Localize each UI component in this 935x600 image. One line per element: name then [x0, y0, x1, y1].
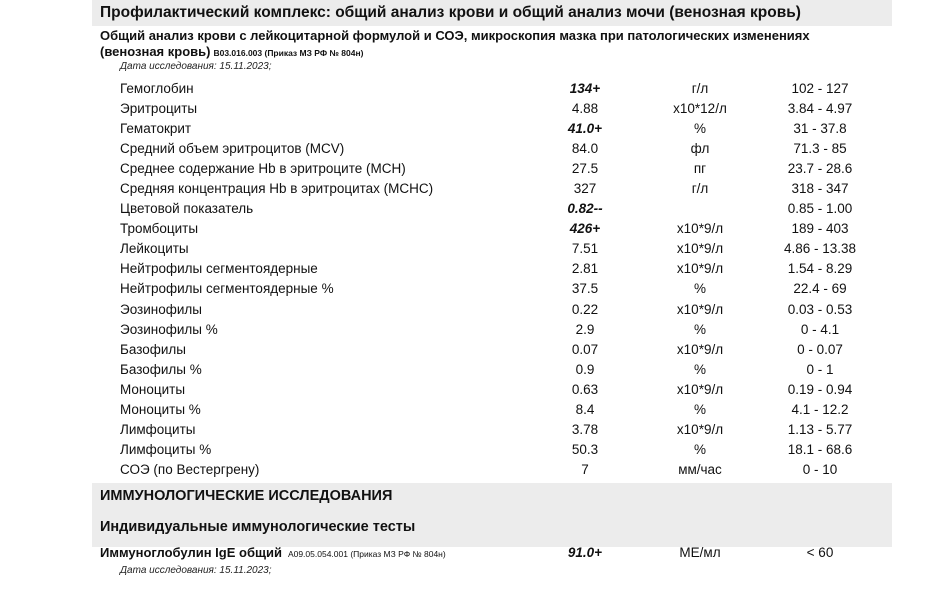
- table-row: [0, 401, 935, 421]
- result-name: Лейкоциты: [120, 241, 189, 257]
- result-value: 4.88: [571, 101, 599, 117]
- table-row: [0, 441, 935, 461]
- result-reference: 4.86 - 13.38: [783, 241, 857, 257]
- result-name: Тромбоциты: [120, 221, 199, 237]
- table-row: [0, 120, 935, 140]
- result-name: Средний объем эритроцитов (MCV): [120, 141, 345, 157]
- result-value: 0.22: [571, 301, 599, 317]
- result-name: Средняя концентрация Hb в эритроцитах (MCHC): [120, 181, 434, 197]
- result-reference: 4.1 - 12.2: [791, 401, 849, 417]
- result-reference: 189 - 403: [791, 221, 849, 237]
- result-unit: %: [693, 121, 706, 137]
- ige-unit: МЕ/мл: [679, 545, 721, 560]
- result-name: Лимфоциты: [120, 421, 196, 437]
- result-unit: фл: [690, 141, 710, 157]
- table-row: [0, 220, 935, 240]
- result-reference: 0 - 4.1: [800, 321, 840, 337]
- table-row: [0, 140, 935, 160]
- result-value: 41.0+: [567, 121, 603, 137]
- ige-name-cell: [100, 545, 446, 560]
- result-value: 7.51: [571, 241, 599, 257]
- result-unit: мм/час: [678, 461, 722, 477]
- table-row: [0, 160, 935, 180]
- blood-test-date: Дата исследования: 15.11.2023;: [120, 61, 272, 72]
- immuno-section-title: ИММУНОЛОГИЧЕСКИЕ ИССЛЕДОВАНИЯ: [100, 488, 393, 504]
- result-unit: x10*12/л: [673, 101, 727, 117]
- result-unit: пг: [693, 161, 707, 177]
- result-value: 7: [581, 461, 589, 477]
- result-name: Базофилы %: [120, 361, 202, 377]
- result-unit: %: [693, 401, 706, 417]
- result-name: Базофилы: [120, 341, 186, 357]
- immuno-date: Дата исследования: 15.11.2023;: [120, 565, 272, 576]
- result-unit: %: [693, 321, 706, 337]
- result-name: Нейтрофилы сегментоядерные %: [120, 281, 334, 297]
- blood-test-name-line2: [100, 44, 363, 59]
- result-reference: 31 - 37.8: [793, 121, 847, 137]
- result-unit: %: [693, 361, 706, 377]
- table-row: [0, 461, 935, 481]
- table-row: [0, 301, 935, 321]
- blood-test-name: Общий анализ крови с лейкоцитарной формулой и СОЭ, микроскопия мазка при патологических изменениях: [100, 28, 810, 43]
- table-row: [0, 381, 935, 401]
- result-reference: 0 - 10: [802, 461, 838, 477]
- result-unit: %: [693, 281, 706, 297]
- result-reference: 22.4 - 69: [793, 281, 847, 297]
- result-value: 0.9: [575, 361, 595, 377]
- result-reference: 0.85 - 1.00: [787, 201, 853, 217]
- result-unit: x10*9/л: [676, 421, 724, 437]
- immuno-subsection-title: Индивидуальные иммунологические тесты: [100, 519, 416, 535]
- result-value: 134+: [569, 81, 601, 96]
- blood-test-name-cont: (венозная кровь): [100, 44, 211, 59]
- result-value: 2.9: [575, 321, 595, 337]
- result-unit: x10*9/л: [676, 381, 724, 397]
- result-value: 0.63: [571, 381, 599, 397]
- result-reference: 23.7 - 28.6: [787, 161, 853, 177]
- result-value: 8.4: [575, 401, 595, 417]
- result-name: Среднее содержание Hb в эритроците (MCH): [120, 161, 406, 177]
- page-title: Профилактический комплекс: общий анализ крови и общий анализ мочи (венозная кровь): [100, 4, 801, 21]
- result-unit: %: [693, 441, 706, 457]
- result-value: 27.5: [571, 161, 599, 177]
- ige-row: [0, 545, 935, 565]
- table-row: [0, 260, 935, 280]
- result-name: Моноциты %: [120, 401, 201, 417]
- result-unit: г/л: [691, 81, 709, 96]
- table-row: [0, 421, 935, 441]
- result-name: Эозинофилы: [120, 301, 202, 317]
- result-unit: x10*9/л: [676, 261, 724, 277]
- ige-name: Иммуноглобулин IgE общий: [100, 545, 282, 560]
- result-unit: x10*9/л: [676, 241, 724, 257]
- result-reference: 71.3 - 85: [793, 141, 847, 157]
- table-row: [0, 100, 935, 120]
- result-value: 327: [573, 181, 597, 197]
- blood-test-code: B03.016.003 (Приказ МЗ РФ № 804н): [213, 48, 364, 58]
- result-reference: 0.19 - 0.94: [787, 381, 853, 397]
- table-row: [0, 180, 935, 200]
- result-reference: 18.1 - 68.6: [787, 441, 853, 457]
- result-name: Моноциты: [120, 381, 186, 397]
- result-value: 3.78: [571, 421, 599, 437]
- table-row: [0, 321, 935, 341]
- result-value: 426+: [569, 221, 601, 237]
- table-row: [0, 361, 935, 381]
- result-value: 0.07: [571, 341, 599, 357]
- result-unit: x10*9/л: [676, 301, 724, 317]
- table-row: [0, 341, 935, 361]
- result-unit: x10*9/л: [676, 221, 724, 237]
- result-reference: 0.03 - 0.53: [787, 301, 853, 317]
- result-name: Эритроциты: [120, 101, 198, 117]
- ige-reference: < 60: [806, 545, 834, 560]
- result-reference: 0 - 1: [806, 361, 834, 377]
- result-name: Гематокрит: [120, 121, 192, 137]
- results-table: [0, 80, 935, 481]
- result-reference: 102 - 127: [791, 81, 849, 96]
- result-name: Цветовой показатель: [120, 201, 254, 217]
- table-row: [0, 200, 935, 220]
- result-reference: 3.84 - 4.97: [787, 101, 853, 117]
- result-value: 50.3: [571, 441, 599, 457]
- result-value: 84.0: [571, 141, 599, 157]
- result-name: Нейтрофилы сегментоядерные: [120, 261, 318, 277]
- result-name: Гемоглобин: [120, 81, 194, 96]
- ige-code: A09.05.054.001 (Приказ МЗ РФ № 804н): [287, 549, 446, 559]
- table-row: [0, 280, 935, 300]
- result-reference: 0 - 0.07: [797, 341, 843, 357]
- table-row: [0, 80, 935, 100]
- result-value: 2.81: [571, 261, 599, 277]
- result-value: 0.82--: [567, 201, 603, 217]
- ige-value: 91.0+: [567, 545, 603, 560]
- result-name: Эозинофилы %: [120, 321, 218, 337]
- result-reference: 1.54 - 8.29: [787, 261, 853, 277]
- result-value: 37.5: [571, 281, 599, 297]
- result-name: СОЭ (по Вестергрену): [120, 461, 260, 477]
- result-unit: x10*9/л: [676, 341, 724, 357]
- table-row: [0, 240, 935, 260]
- result-name: Лимфоциты %: [120, 441, 212, 457]
- result-reference: 1.13 - 5.77: [787, 421, 853, 437]
- result-unit: г/л: [691, 181, 709, 197]
- result-reference: 318 - 347: [791, 181, 849, 197]
